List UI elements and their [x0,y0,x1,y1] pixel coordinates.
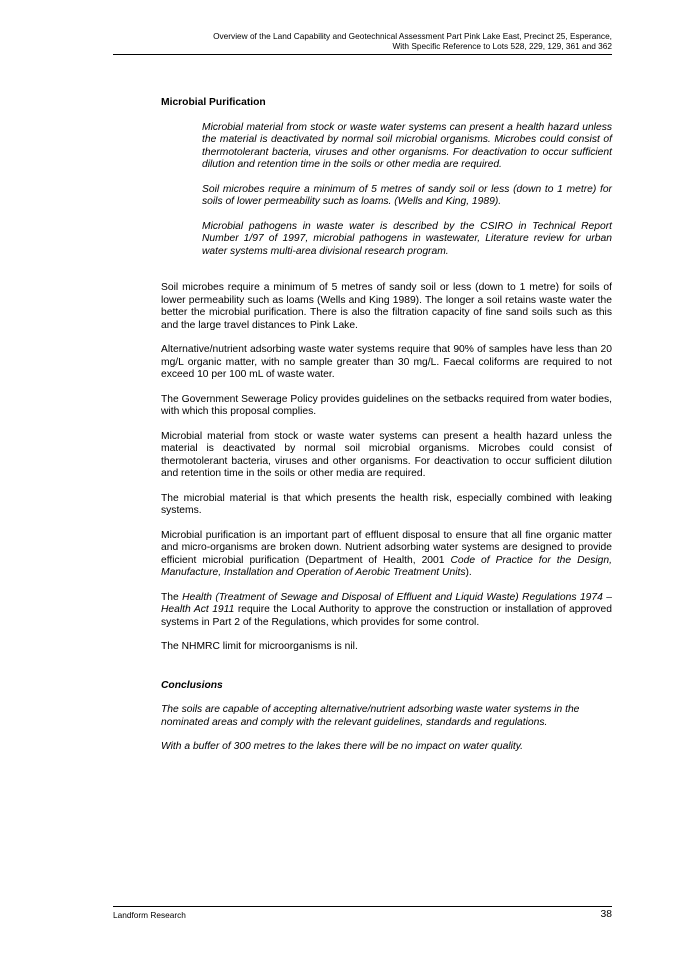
quote-paragraph: Soil microbes require a minimum of 5 metres of sandy soil or less (down to 1 metre) for soils of lower permeability such as loams. (Wells and King, 1989). [202,183,612,207]
page-number: 38 [600,909,612,920]
quote-paragraph: Microbial pathogens in waste water is described by the CSIRO in Technical Report Number 1/97 of 1997, microbial pathogens in wastewater, Literature review for urban water systems multi-area divisional research program. [202,220,612,257]
conclusion-paragraph: With a buffer of 300 metres to the lakes there will be no impact on water quality. [161,741,524,752]
conclusions-section [161,680,612,754]
quoted-block [202,122,612,259]
text-run: ). [465,567,472,578]
body-text [161,282,612,654]
page-content [161,97,612,766]
running-header [113,31,612,52]
header-line-2: With Specific Reference to Lots 528, 229, 129, 361 and 362 [392,41,612,52]
body-paragraph-nhmrc: The NHMRC limit for microorganisms is nil. [161,641,358,652]
conclusion-paragraph: The soils are capable of accepting alternative/nutrient adsorbing waste water systems in the nominated areas and comply with the relevant guidelines, standards and regulations. [161,704,580,728]
conclusions-title: Conclusions [161,679,223,691]
body-paragraph-regulations [161,592,612,630]
header-rule [113,54,612,55]
body-paragraph: Microbial material from stock or waste water systems can present a health hazard unless the material is deactivated by normal soil microbial organisms. Microbes could consist of thermotolerant bacteria, viruses and other organisms. For deactivation to occur sufficient dilution and retention time in the soils or other media are required. [161,430,612,479]
body-paragraph: Soil microbes require a minimum of 5 metres of sandy soil or less (down to 1 metre) for soils of lower permeability such as loams (Wells and King 1989). The longer a soil retains waste water the better the microbial purification. There is also the filtration capacity of fine sand soils such as this and the large travel distances to Pink Lake. [161,282,612,331]
body-paragraph: The microbial material is that which presents the health risk, especially combined with leaking systems. [161,492,612,516]
body-paragraph: The Government Sewerage Policy provides guidelines on the setbacks required from water bodies, with which this proposal complies. [161,393,613,417]
regulations-title: Health (Treatment of Sewage and Disposal of Effluent and Liquid Waste) Regulations 1974 – Health Act 1911 [161,591,612,615]
body-paragraph-purification [161,530,612,580]
quote-paragraph: Microbial material from stock or waste water systems can present a health hazard unless the material is deactivated by normal soil microbial organisms. Microbes could consist of thermotolerant bacteria, viruses and other organisms. For deactivation to occur sufficient dilution and retention time in the soils or other media are required. [202,121,612,170]
footer-rule [113,906,612,907]
text-run: Microbial purification is an important part of effluent disposal to ensure that all fine organic matter and micro-organisms are broken down. Nutrient adsorbing water systems are designed to provide efficient microbial purification (Department of Health, 2001 [161,529,612,566]
footer-organisation: Landform Research [113,910,186,920]
code-of-practice-title: Code of Practice for the Design, Manufacture, Installation and Operation of Aerobic Treatment Units [161,554,612,578]
section-title: Microbial Purification [161,97,266,108]
header-line-1: Overview of the Land Capability and Geotechnical Assessment Part Pink Lake East, Precinct 25, Esperance, [213,31,612,41]
text-run: require the Local Authority to approve the construction or installation of approved systems in Part 2 of the Regulations, which provides for some control. [161,604,612,628]
body-paragraph: Alternative/nutrient adsorbing waste water systems require that 90% of samples have less than 20 mg/L organic matter, with no sample greater than 30 mg/L. Faecal coliforms are required to not exceed 10 per 100 mL of waste water. [161,344,612,380]
text-run: The [161,591,183,603]
